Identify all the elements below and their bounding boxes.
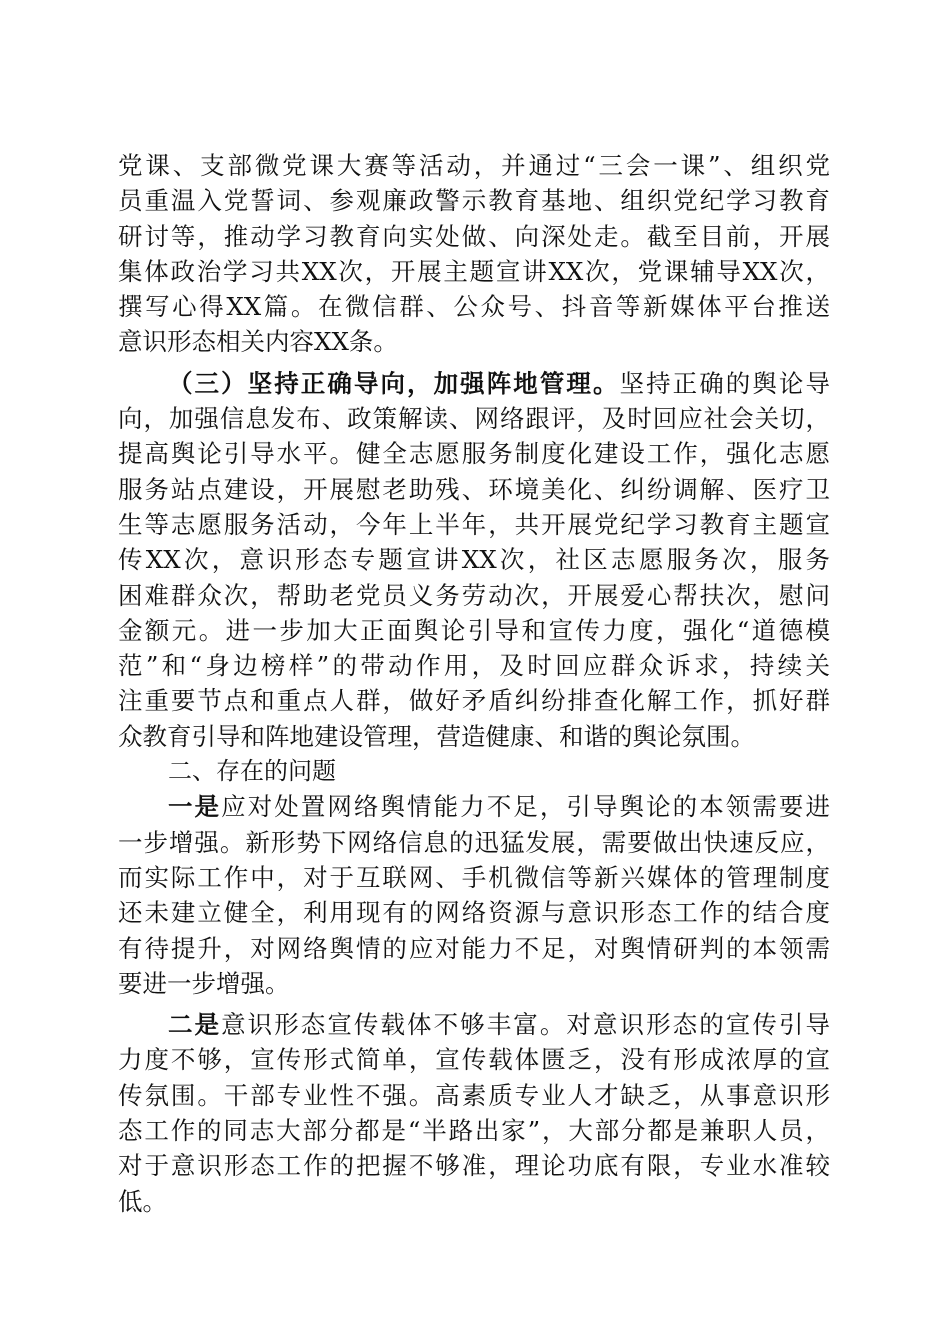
text-line: 低。: [118, 1186, 167, 1216]
text-line: 态工作的同志大部分都是“半路出家”，大部分都是兼职人员，: [118, 1116, 830, 1146]
text-line: 范”和“身边榜样”的带动作用，及时回应群众诉求，持续关: [118, 651, 830, 681]
text-line: 研讨等，推动学习教育向实处做、向深处走。截至目前，开展: [118, 221, 830, 251]
text-line: 要进一步增强。: [118, 968, 290, 998]
text-line: 传XX次，意识形态专题宣讲XX次，社区志愿服务次，服务: [118, 545, 830, 575]
text-line: 有待提升，对网络舆情的应对能力不足，对舆情研判的本领需: [118, 933, 830, 963]
paragraph-party-study: [118, 148, 830, 360]
text-line: 众教育引导和阵地建设管理，营造健康、和谐的舆论氛围。: [118, 721, 755, 751]
text-line: 向，加强信息发布、政策解读、网络跟评，及时回应社会关切，: [118, 404, 830, 434]
text-line: 集体政治学习共XX次，开展主题宣讲XX次，党课辅导XX次，: [118, 256, 830, 286]
section-3-title: （三）坚持正确导向，加强阵地管理。: [168, 368, 620, 398]
text-line: 员重温入党誓词、参观廉政警示教育基地、组织党纪学习教育: [118, 186, 830, 216]
text-line: 党课、支部微党课大赛等活动，并通过“三会一课”、组织党: [118, 151, 830, 180]
section-3-paragraph: [118, 366, 830, 754]
text-line: 困难群众次，帮助老党员义务劳动次，开展爱心帮扶次，慰问: [118, 580, 830, 610]
problem-1-first-line: [118, 789, 830, 824]
problem-2-lead: 二是: [168, 1010, 222, 1040]
text-line: 生等志愿服务活动，今年上半年，共开展党纪学习教育主题宣: [118, 509, 830, 539]
problem-1-text: 应对处置网络舆情能力不足，引导舆论的本领需要进: [221, 792, 830, 822]
problem-2-paragraph: [118, 1007, 830, 1219]
text-line: 一步增强。新形势下网络信息的迅猛发展，需要做出快速反应，: [118, 827, 830, 857]
text-line: 传氛围。干部专业性不强。高素质专业人才缺乏，从事意识形: [118, 1080, 830, 1110]
section-3-text: 坚持正确的舆论导: [619, 368, 830, 398]
problem-2-first-line: [118, 1007, 830, 1042]
text-line: 金额元。进一步加大正面舆论引导和宣传力度，强化“道德模: [118, 615, 830, 645]
text-line: 还未建立健全，利用现有的网络资源与意识形态工作的结合度: [118, 898, 830, 928]
problem-1-paragraph: [118, 789, 830, 1001]
section-2-heading: 二、存在的问题: [168, 757, 336, 786]
problem-1-lead: 一是: [168, 792, 222, 822]
problem-2-text: 意识形态宣传载体不够丰富。对意识形态的宣传引导: [221, 1010, 830, 1040]
text-line: 意识形态相关内容XX条。: [118, 327, 398, 357]
text-line: 力度不够，宣传形式简单，宣传载体匮乏，没有形成浓厚的宣: [118, 1045, 830, 1075]
section-3-first-line: [118, 366, 830, 401]
text-line: 而实际工作中，对于互联网、手机微信等新兴媒体的管理制度: [118, 862, 830, 892]
text-line: 撰写心得XX篇。在微信群、公众号、抖音等新媒体平台推送: [118, 292, 830, 322]
text-line: 提高舆论引导水平。健全志愿服务制度化建设工作，强化志愿: [118, 439, 830, 469]
document-page: [118, 148, 830, 1219]
text-line: 服务站点建设，开展慰老助残、环境美化、纠纷调解、医疗卫: [118, 474, 830, 504]
text-line: 对于意识形态工作的把握不够准，理论功底有限，专业水准较: [118, 1151, 830, 1181]
text-line: 注重要节点和重点人群，做好矛盾纠纷排查化解工作，抓好群: [118, 686, 830, 716]
